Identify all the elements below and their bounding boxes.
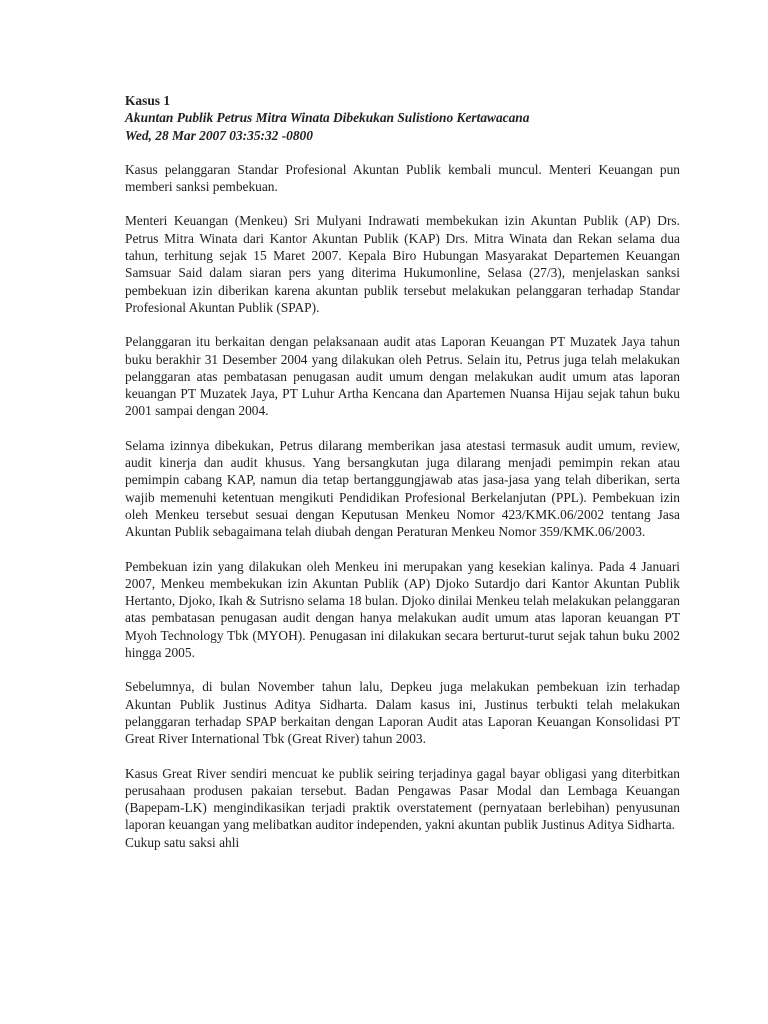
article-date: Wed, 28 Mar 2007 03:35:32 -0800: [125, 127, 313, 143]
document-body: [125, 92, 680, 851]
paragraph: Pembekuan izin yang dilakukan oleh Menkeu ini merupakan yang kesekian kalinya. Pada 4 Januari 2007, Menkeu membekukan izin Akuntan Publik (AP) Djoko Sutardjo dari Kantor Akuntan Publik Hertanto, Djoko, Ikah & Sutrisno selama 18 bulan. Djoko dinilai Menkeu telah melakukan pelanggaran atas pembatasan penugasan audit dengan hanya melakukan audit umum atas laporan keuangan PT Myoh Technology Tbk (MYOH). Penugasan ini dilakukan secara berturut-turut sejak tahun buku 2002 hingga 2005.: [125, 558, 680, 661]
paragraph: Menteri Keuangan (Menkeu) Sri Mulyani Indrawati membekukan izin Akuntan Publik (AP) Drs. Petrus Mitra Winata dari Kantor Akuntan Publik (KAP) Drs. Mitra Winata dan Rekan selama dua tahun, terhitung sejak 15 Maret 2007. Kepala Biro Hubungan Masyarakat Departemen Keuangan Samsuar Said dalam siaran pers yang diterima Hukumonline, Selasa (27/3), menjelaskan sanksi pembekuan izin diberikan karena akuntan publik tersebut melakukan pelanggaran terhadap Standar Profesional Akuntan Publik (SPAP).: [125, 213, 680, 315]
section-subheading: Cukup satu saksi ahli: [125, 834, 240, 850]
paragraph: Sebelumnya, di bulan November tahun lalu, Depkeu juga melakukan pembekuan izin terhadap Akuntan Publik Justinus Aditya Sidharta. Dalam kasus ini, Justinus terbukti telah melakukan pelanggaran terhadap SPAP berkaitan dengan Laporan Audit atas Laporan Keuangan Konsolidasi PT Great River International Tbk (Great River) tahun 2003.: [125, 679, 680, 747]
case-label: Kasus 1: [125, 93, 171, 108]
document-header: [125, 92, 680, 144]
paragraph: Selama izinnya dibekukan, Petrus dilarang memberikan jasa atestasi termasuk audit umum, review, audit kinerja dan audit khusus. Yang bersangkutan juga dilarang menjadi pemimpin rekan atau pemimpin cabang KAP, namun dia tetap bertanggungjawab atas jasa-jasa yang telah diberikan, serta wajib memenuhi ketentuan mengikuti Pendidikan Profesional Berkelanjutan (PPL). Pembekuan izin oleh Menkeu tersebut sesuai dengan Keputusan Menkeu Nomor 423/KMK.06/2002 tentang Jasa Akuntan Publik sebagaimana telah diubah dengan Peraturan Menkeu Nomor 359/KMK.06/2003.: [125, 437, 680, 540]
article-title: Akuntan Publik Petrus Mitra Winata Dibekukan Sulistiono Kertawacana: [125, 110, 530, 126]
paragraph: Kasus pelanggaran Standar Profesional Akuntan Publik kembali muncul. Menteri Keuangan pun memberi sanksi pembekuan.: [125, 161, 680, 195]
paragraph: Kasus Great River sendiri mencuat ke publik seiring terjadinya gagal bayar obligasi yang diterbitkan perusahaan produsen pakaian tersebut. Badan Pengawas Pasar Modal dan Lembaga Keuangan (Bapepam-LK) mengindikasikan terjadi praktik overstatement (pernyataan berlebihan) penyusunan laporan keuangan yang melibatkan auditor independen, yakni akuntan publik Justinus Aditya Sidharta.: [125, 765, 680, 833]
paragraph: Pelanggaran itu berkaitan dengan pelaksanaan audit atas Laporan Keuangan PT Muzatek Jaya tahun buku berakhir 31 Desember 2004 yang dilakukan oleh Petrus. Selain itu, Petrus juga telah melakukan pelanggaran atas pembatasan penugasan audit umum dengan melakukan audit umum atas laporan keuangan PT Muzatek Jaya, PT Luhur Artha Kencana dan Apartemen Nuansa Hijau sejak tahun buku 2001 sampai dengan 2004.: [125, 334, 680, 419]
